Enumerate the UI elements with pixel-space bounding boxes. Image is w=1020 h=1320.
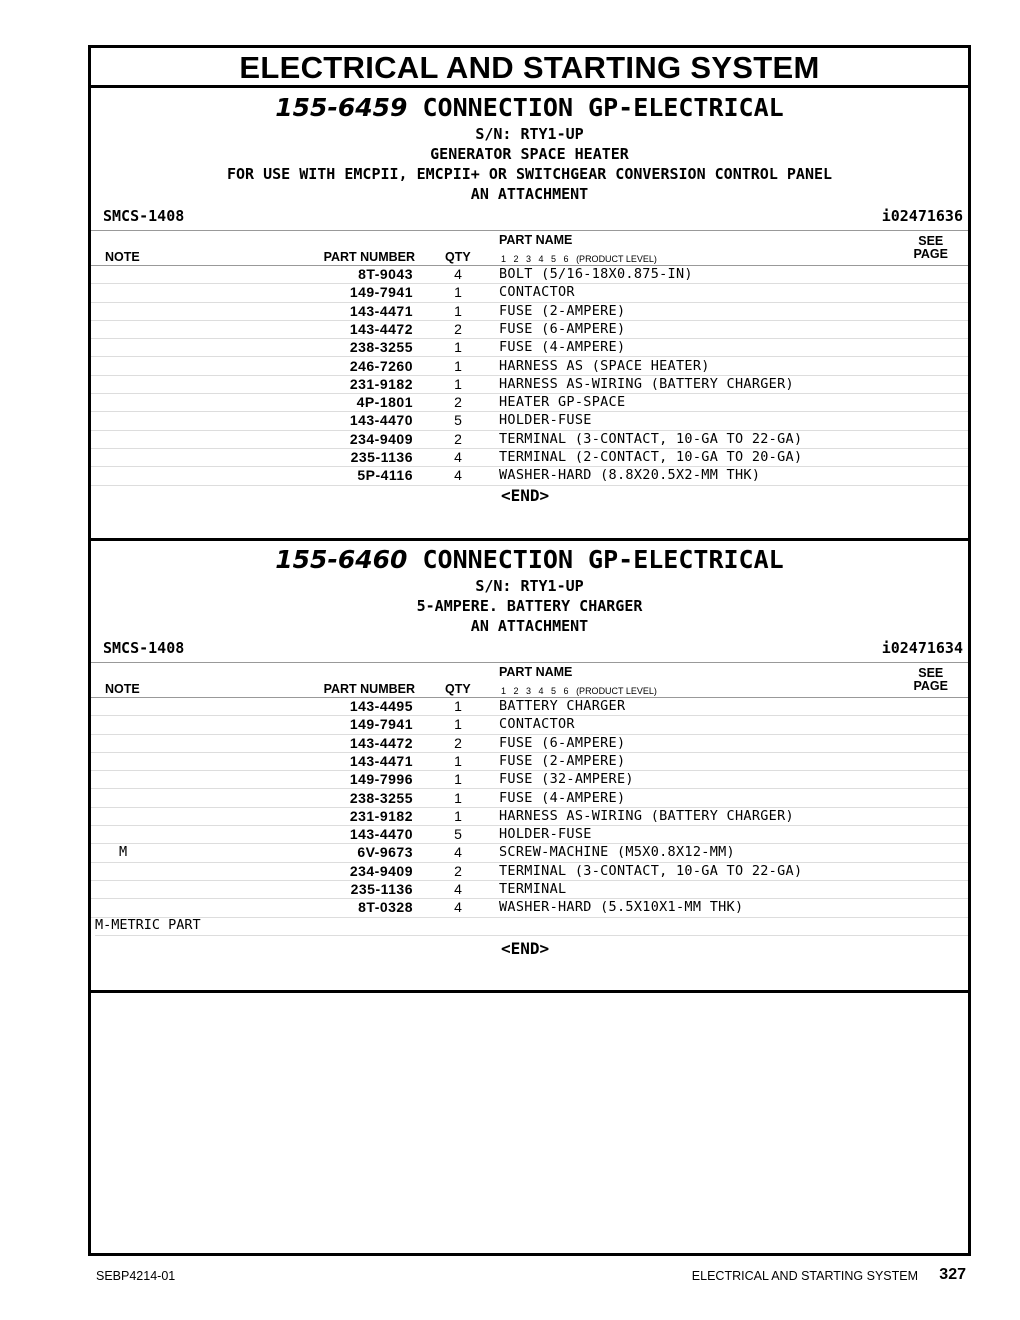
part-name: FUSE (4-AMPERE) (499, 789, 626, 806)
part-number: 231-9182 (349, 807, 413, 824)
table-row (91, 283, 968, 302)
group-line: AN ATTACHMENT (470, 185, 589, 203)
table-row (91, 862, 968, 881)
part-number: 143-4471 (349, 752, 413, 769)
levels-caption: (PRODUCT LEVEL) (576, 686, 657, 696)
footer-doc-id: SEBP4214-01 (96, 1269, 176, 1283)
table-row (91, 357, 968, 376)
part-name: WASHER-HARD (5.5X10X1-MM THK) (499, 899, 744, 916)
part-qty: 2 (454, 734, 462, 751)
part-name: FUSE (6-AMPERE) (499, 320, 626, 337)
part-name: TERMINAL (499, 881, 567, 897)
part-number: 234-9409 (349, 862, 413, 879)
part-qty: 1 (454, 789, 462, 806)
part-name: FUSE (2-AMPERE) (499, 752, 626, 769)
smcs-code: SMCS-1408 (103, 639, 185, 657)
part-qty: 2 (454, 862, 462, 879)
col-qty: QTY (445, 250, 471, 264)
part-name: HOLDER-FUSE (499, 826, 592, 843)
table-row (91, 430, 968, 449)
table-row (91, 734, 968, 753)
part-qty: 1 (454, 339, 462, 356)
part-note: M (119, 844, 128, 861)
smcs-code: SMCS-1408 (103, 207, 185, 225)
table-row (91, 697, 968, 716)
part-number: 149-7996 (349, 771, 413, 788)
part-number: 235-1136 (350, 449, 413, 465)
part-qty: 1 (454, 698, 462, 714)
table-row (91, 715, 968, 734)
part-name: FUSE (2-AMPERE) (499, 302, 626, 319)
group-line: FOR USE WITH EMCPII, EMCPII+ OR SWITCHGEAR CONVERSION CONTROL PANEL (226, 165, 833, 183)
part-qty: 1 (454, 771, 462, 788)
group-line: S/N: RTY1-UP (475, 577, 584, 595)
part-number: 8T-0328 (358, 899, 413, 916)
table-row (91, 265, 968, 284)
part-name: BATTERY CHARGER (499, 698, 626, 714)
group-title (91, 92, 968, 124)
part-qty: 2 (454, 394, 462, 411)
part-qty: 1 (454, 807, 462, 824)
table-row (91, 843, 968, 862)
col-product-levels (501, 686, 657, 696)
part-number: 238-3255 (349, 789, 413, 806)
group-title (91, 544, 968, 576)
col-see-page (914, 667, 949, 693)
col-note: NOTE (105, 682, 140, 696)
part-qty: 4 (454, 449, 462, 465)
part-number: 4P-1801 (356, 394, 413, 411)
part-name: HOLDER-FUSE (499, 412, 592, 429)
part-number: 246-7260 (349, 357, 413, 374)
part-qty: 5 (454, 412, 462, 429)
illustration-id: i02471634 (881, 639, 963, 657)
part-qty: 2 (454, 320, 462, 337)
group-number: 155-6460 (275, 545, 408, 574)
footer-section: ELECTRICAL AND STARTING SYSTEM (691, 1269, 918, 1283)
part-qty: 4 (454, 266, 462, 282)
col-part-name: PART NAME (499, 233, 573, 247)
footer-page-number: 327 (939, 1266, 966, 1283)
table-row (91, 393, 968, 412)
table-row (91, 752, 968, 771)
col-see: SEE (918, 234, 944, 248)
part-name: FUSE (32-AMPERE) (499, 771, 634, 788)
levels-digits: 1 2 3 4 5 6 (501, 254, 569, 264)
part-number: 143-4495 (349, 698, 413, 714)
parts-group-1 (91, 88, 968, 541)
part-qty: 1 (454, 357, 462, 374)
part-number: 143-4470 (349, 412, 413, 429)
part-name: SCREW-MACHINE (M5X0.8X12-MM) (499, 844, 735, 861)
group-name: CONNECTION GP-ELECTRICAL (422, 93, 784, 122)
part-name: TERMINAL (3-CONTACT, 10-GA TO 22-GA) (499, 862, 803, 879)
part-qty: 1 (454, 284, 462, 301)
col-page: PAGE (913, 247, 948, 261)
table-row (91, 770, 968, 789)
part-name: CONTACTOR (499, 284, 575, 301)
part-number: 235-1136 (350, 881, 413, 897)
part-number: 238-3255 (349, 339, 413, 356)
table-row (91, 825, 968, 844)
table-row (91, 411, 968, 430)
part-qty: 4 (454, 899, 462, 916)
part-qty: 5 (454, 826, 462, 843)
col-qty: QTY (445, 682, 471, 696)
table-row (91, 789, 968, 808)
part-name: HARNESS AS-WIRING (BATTERY CHARGER) (499, 807, 794, 824)
table-row (91, 302, 968, 321)
column-header (91, 662, 968, 698)
part-name: CONTACTOR (499, 716, 575, 733)
part-name: TERMINAL (3-CONTACT, 10-GA TO 22-GA) (499, 430, 803, 447)
levels-caption: (PRODUCT LEVEL) (576, 254, 657, 264)
part-number: 143-4472 (349, 734, 413, 751)
part-qty: 2 (454, 430, 462, 447)
col-part-number: PART NUMBER (323, 682, 415, 696)
part-name: HARNESS AS-WIRING (BATTERY CHARGER) (499, 375, 794, 392)
part-name: HEATER GP-SPACE (499, 394, 626, 411)
part-qty: 4 (454, 467, 462, 484)
part-qty: 1 (454, 752, 462, 769)
group-line: 5-AMPERE. BATTERY CHARGER (416, 597, 643, 615)
part-number: 5P-4116 (357, 467, 413, 484)
end-marker: <END> (501, 486, 550, 505)
parts-group-2 (91, 541, 968, 993)
col-note: NOTE (105, 250, 140, 264)
part-name: HARNESS AS (SPACE HEATER) (499, 357, 710, 374)
table-row (91, 807, 968, 826)
part-qty: 1 (454, 716, 462, 733)
part-number: 149-7941 (349, 284, 413, 301)
table-row (91, 448, 968, 467)
table-row (91, 880, 968, 899)
col-see: SEE (918, 666, 944, 680)
part-number: 231-9182 (349, 375, 413, 392)
group-name: CONNECTION GP-ELECTRICAL (422, 545, 784, 574)
part-name: BOLT (5/16-18X0.875-IN) (499, 266, 693, 282)
part-number: 149-7941 (349, 716, 413, 733)
part-name: WASHER-HARD (8.8X20.5X2-MM THK) (499, 467, 761, 484)
levels-digits: 1 2 3 4 5 6 (501, 686, 569, 696)
part-number: 143-4472 (349, 320, 413, 337)
part-qty: 1 (454, 375, 462, 392)
col-part-number: PART NUMBER (323, 250, 415, 264)
system-title: ELECTRICAL AND STARTING SYSTEM (91, 48, 968, 88)
table-row (91, 375, 968, 394)
end-marker: <END> (501, 939, 550, 958)
table-row (91, 898, 968, 917)
group-line: S/N: RTY1-UP (475, 125, 584, 143)
page-frame (88, 45, 971, 1256)
part-number: 143-4471 (349, 302, 413, 319)
part-qty: 1 (454, 302, 462, 319)
footnote: M-METRIC PART (95, 917, 968, 936)
part-number: 8T-9043 (358, 266, 413, 282)
part-qty: 4 (454, 844, 462, 861)
table-row (91, 320, 968, 339)
part-number: 143-4470 (349, 826, 413, 843)
part-name: FUSE (4-AMPERE) (499, 339, 626, 356)
illustration-id: i02471636 (881, 207, 963, 225)
col-product-levels (501, 254, 657, 264)
col-page: PAGE (913, 679, 948, 693)
table-row (91, 466, 968, 485)
group-line: AN ATTACHMENT (470, 617, 589, 635)
group-line: GENERATOR SPACE HEATER (430, 145, 629, 163)
part-number: 6V-9673 (357, 844, 413, 861)
group-number: 155-6459 (275, 93, 408, 122)
part-number: 234-9409 (349, 430, 413, 447)
col-see-page (914, 235, 949, 261)
part-qty: 4 (454, 881, 462, 897)
part-name: TERMINAL (2-CONTACT, 10-GA TO 20-GA) (499, 449, 803, 465)
table-row (91, 338, 968, 357)
col-part-name: PART NAME (499, 665, 573, 679)
column-header (91, 230, 968, 266)
part-name: FUSE (6-AMPERE) (499, 734, 626, 751)
